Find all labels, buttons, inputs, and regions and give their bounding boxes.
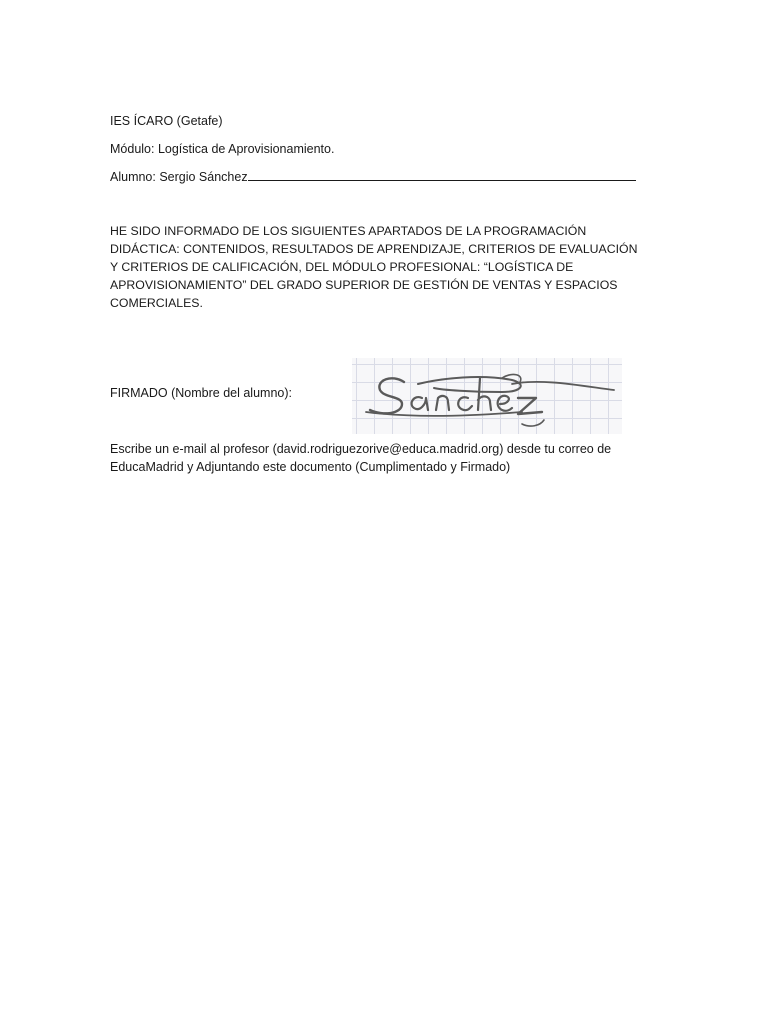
information-statement: HE SIDO INFORMADO DE LOS SIGUIENTES APARTADOS DE LA PROGRAMACIÓN DIDÁCTICA: CONTENIDOS, RESULTADOS DE APRENDIZAJE, CRITERIOS DE EVALUACIÓN Y CRITERIOS DE CALIFICACIÓN, DEL MÓDULO PROFESIONAL: “LOGÍSTICA DE APROVISIONAMIENTO” DEL GRADO SUPERIOR DE GESTIÓN DE VENTAS Y ESPACIOS COMERCIALES.: [110, 224, 638, 310]
student-underline: [248, 168, 636, 181]
student-line: [110, 168, 636, 186]
signature-image: [352, 358, 622, 434]
signed-label: FIRMADO (Nombre del alumno):: [110, 386, 292, 400]
email-instructions: Escribe un e-mail al profesor (david.rodriguezorive@educa.madrid.org) desde tu correo de EducaMadrid y Adjuntando este documento (Cumplimentado y Firmado): [110, 442, 612, 474]
student-name: Alumno: Sergio Sánchez: [110, 170, 248, 184]
handwritten-signature-icon: [352, 358, 622, 434]
module-name: Módulo: Logística de Aprovisionamiento.: [110, 142, 335, 156]
school-name: IES ÍCARO (Getafe): [110, 114, 223, 128]
